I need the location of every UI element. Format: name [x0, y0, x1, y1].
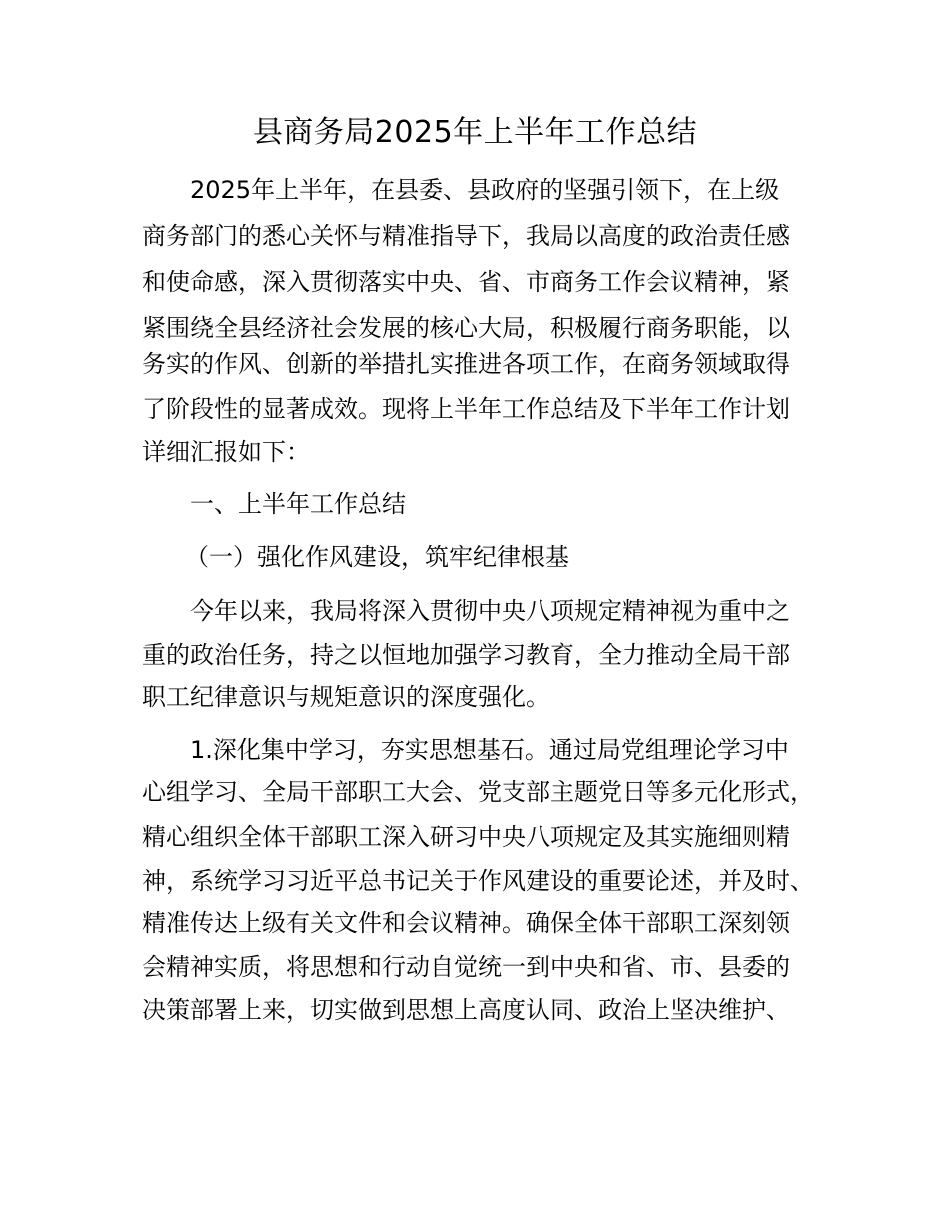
- paragraph-line: 务实的作风、创新的举措扎实推进各项工作，在商务领域取得: [142, 350, 790, 378]
- paragraph-line: 2025年上半年，在县委、县政府的坚强引领下，在上级: [190, 176, 780, 204]
- paragraph-line: 决策部署上来，切实做到思想上高度认同、政治上坚决维护、: [142, 996, 790, 1024]
- paragraph-line: 1.深化集中学习，夯实思想基石。通过局党组理论学习中: [190, 736, 789, 764]
- paragraph-line: 会精神实质，将思想和行动自觉统一到中央和省、市、县委的: [142, 953, 790, 981]
- paragraph-line: 今年以来，我局将深入贯彻中央八项规定精神视为重中之: [190, 597, 790, 625]
- document-title: 县商务局2025年上半年工作总结: [252, 115, 698, 150]
- section-heading: 一、上半年工作总结: [190, 490, 406, 518]
- paragraph-line: 重的政治任务，持之以恒地加强学习教育，全力推动全局干部: [142, 641, 790, 669]
- paragraph-line: 精心组织全体干部职工深入研习中央八项规定及其实施细则精: [142, 823, 790, 851]
- paragraph-line: 和使命感，深入贯彻落实中央、省、市商务工作会议精神，紧: [142, 268, 790, 296]
- paragraph-line: 神，系统学习习近平总书记关于作风建设的重要论述，并及时、: [142, 867, 814, 895]
- subsection-heading: （一）强化作风建设，筑牢纪律根基: [185, 543, 569, 571]
- paragraph-line: 详细汇报如下：: [142, 438, 310, 466]
- paragraph-line: 精准传达上级有关文件和会议精神。确保全体干部职工深刻领: [142, 909, 790, 937]
- paragraph-line: 紧围绕全县经济社会发展的核心大局，积极履行商务职能，以: [142, 314, 790, 342]
- paragraph-line: 了阶段性的显著成效。现将上半年工作总结及下半年工作计划: [142, 395, 790, 423]
- paragraph-line: 职工纪律意识与规矩意识的深度强化。: [142, 683, 550, 711]
- paragraph-line: 商务部门的悉心关怀与精准指导下，我局以高度的政治责任感: [142, 222, 790, 250]
- paragraph-line: 心组学习、全局干部职工大会、党支部主题党日等多元化形式，: [142, 778, 814, 806]
